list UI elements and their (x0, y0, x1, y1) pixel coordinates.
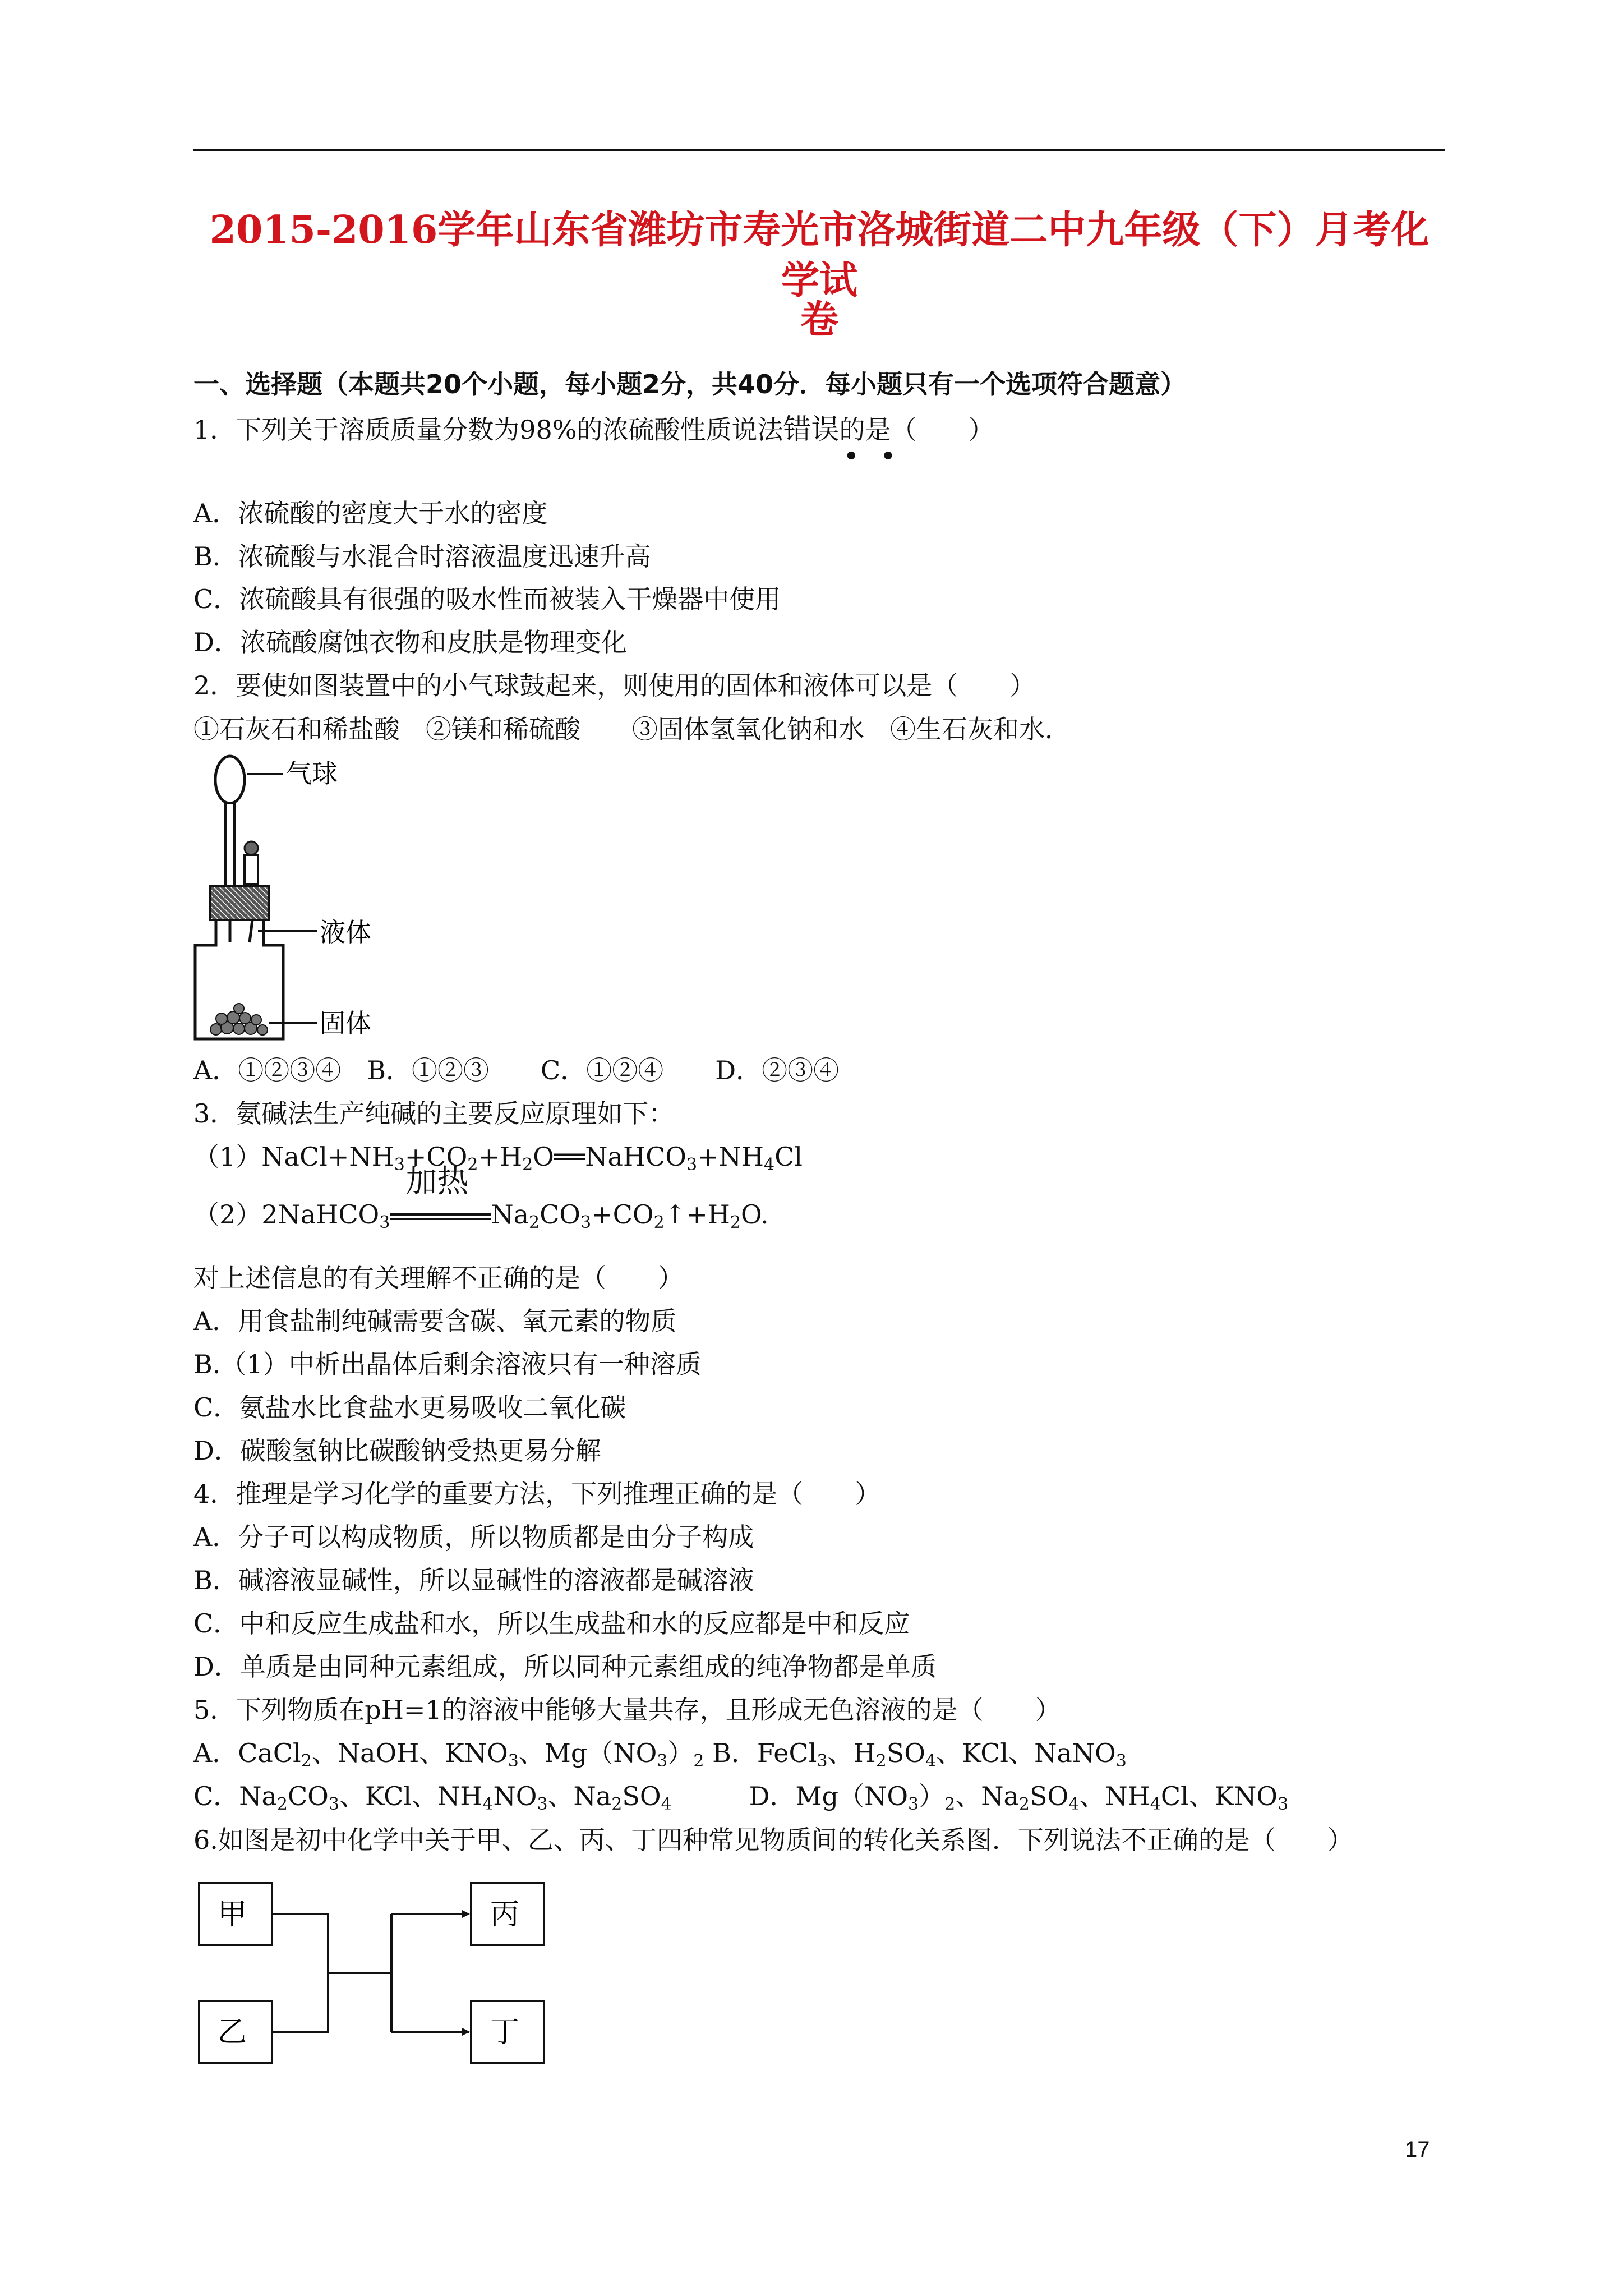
balloon-icon (215, 756, 245, 803)
page-number: 17 (1405, 2137, 1430, 2162)
q1-emphasis: 错误 (783, 413, 840, 445)
question-2-stem: 2．要使如图装置中的小气球鼓起来，则使用的固体和液体可以是（ ） (193, 670, 1036, 701)
q4-option-a: A．分子可以构成物质，所以物质都是由分子构成 (193, 1522, 754, 1552)
q1-stem-text: 1．下列关于溶质质量分数为98%的浓硫酸性质说法 (193, 415, 783, 445)
reaction-condition: 加热 (390, 1205, 491, 1228)
dropper-bulb-icon (245, 841, 258, 855)
question-1-stem (193, 412, 994, 447)
conversion-diagram (191, 1876, 561, 2067)
q3-question: 对上述信息的有关理解不正确的是（ ） (193, 1263, 684, 1293)
q2-choices: ①石灰石和稀盐酸 ②镁和稀硫酸 ③固体氢氧化钠和水 ④生石灰和水． (193, 714, 1071, 744)
q5-options-cd: C．$Na_2CO_3$、KCl、$NH_4NO_3$、$Na_2SO_4$ D．$Mg(NO_3)_2$、$Na_2SO_4$、$NH_4Cl$、$KNO_3$ (193, 1781, 1289, 1814)
q3-equation-1: $(1)NaCl+NH_3+CO_2+H_2O══NaHCO_3+NH_4Cl$ (193, 1142, 803, 1175)
q4-option-c: C．中和反应生成盐和水，所以生成盐和水的反应都是中和反应 (193, 1608, 910, 1639)
q4-option-d: D．单质是由同种元素组成，所以同种元素组成的纯净物都是单质 (193, 1651, 937, 1682)
box-jia-label: 甲 (218, 1898, 247, 1931)
q3-option-c: C．氨盐水比食盐水更易吸收二氧化碳 (193, 1392, 626, 1423)
liquid-label: 液体 (320, 917, 371, 947)
emphasis-dots: •• (844, 443, 918, 470)
question-6-stem: 6.如图是初中化学中关于甲、乙、丙、丁四种常见物质间的转化关系图．下列说法不正确的是（ ） (193, 1825, 1353, 1855)
balloon-apparatus-figure (185, 752, 421, 1049)
q3-option-d: D．碳酸氢钠比碳酸钠受热更易分解 (193, 1435, 601, 1466)
q5-options-ab: A．CaCl$_2$、NaOH、$KNO_3$、$Mg(NO_3)_2$ B．FeCl$_3$、$H_2SO_4$、KCl、NaNO$_3$ (193, 1738, 1127, 1771)
solid-pebbles-icon (210, 1004, 268, 1035)
question-3-stem: 3．氨碱法生产纯碱的主要反应原理如下： (193, 1098, 675, 1129)
q4-option-b: B．碱溶液显碱性，所以显碱性的溶液都是碱溶液 (193, 1565, 754, 1595)
q1-option-c: C．浓硫酸具有很强的吸水性而被装入干燥器中使用 (193, 584, 781, 614)
header-rule (193, 149, 1445, 151)
question-4-stem: 4．推理是学习化学的重要方法，下列推理正确的是（ ） (193, 1479, 881, 1509)
section-heading: 一、选择题（本题共20个小题，每小题2分，共40分．每小题只有一个选项符合题意） (193, 369, 1187, 399)
page-title-line2: 卷 (800, 297, 838, 342)
solid-label: 固体 (320, 1008, 371, 1038)
q3-option-a: A．用食盐制纯碱需要含碳、氧元素的物质 (193, 1306, 677, 1336)
q1-option-b: B．浓硫酸与水混合时溶液温度迅速升高 (193, 541, 651, 572)
box-bing-label: 丙 (490, 1898, 520, 1931)
q1-option-d: D．浓硫酸腐蚀衣物和皮肤是物理变化 (193, 627, 627, 657)
page-title-line1: 2015-2016学年山东省潍坊市寿光市洛城街道二中九年级（下）月考化学试 (209, 208, 1430, 303)
bottle-icon (195, 920, 283, 1039)
question-5-stem: 5．下列物质在pH=1的溶液中能够大量共存，且形成无色溶液的是（ ） (193, 1695, 1061, 1725)
box-ding-label: 丁 (490, 2016, 520, 2049)
q1-option-a: A．浓硫酸的密度大于水的密度 (193, 498, 548, 528)
balloon-label: 气球 (286, 758, 338, 789)
q2-options: A．①②③④ B．①②③ C．①②④ D．②③④ (193, 1055, 840, 1085)
q3-equation-2: （2）2NaHCO$_3$ 加热 $Na_2CO_3+CO_2↑+H_2O$. (193, 1163, 769, 1232)
q3-option-b: B.（1）中析出晶体后剩余溶液只有一种溶质 (193, 1349, 702, 1379)
box-yi-label: 乙 (218, 2016, 247, 2049)
q1-stem-end: 的是（ ） (839, 415, 994, 445)
